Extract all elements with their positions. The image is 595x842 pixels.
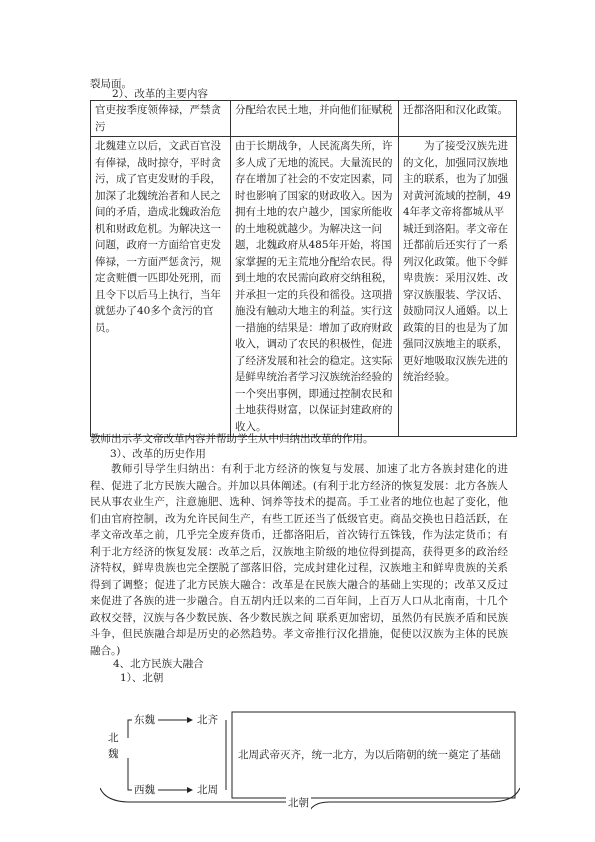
header-capital: 迁都洛阳和汉化政策。 xyxy=(399,101,517,137)
northern-dynasties-subtitle: 1）、北朝 xyxy=(120,672,164,684)
bracket-bottom xyxy=(128,758,132,790)
detail-salary: 北魏建立以后，文武百官没有俸禄，战时掠夺，平时贪污，成了官吏发财的手段，加深了北魏统治者和人民之间的矛盾，造成北魏政治危机和财政危机。为解决这一问题，政府一方面给官吏发俸禄，一方面严惩贪污，规定贪赃價一匹即处死刑，而且令下以后马上执行，当年就惩办了40多个贪污的官员。 xyxy=(91,137,231,437)
section-4-title: 4、北方民族大融合 xyxy=(113,658,204,670)
diagram-north-qi: 北齐 xyxy=(197,714,218,726)
detail-capital: 为了接受汉族先进的文化，加强同汉族地主的联系，也为了加强对黄河流域的控制，494年孝文帝将都城从平城迁到洛阳。孝文帝在迁都前后还实行了一系列汉化政策。他下令鲜卑贵族：采用汉姓、改穿汉族服装、学汉话、鼓励同汉人通婚。以上政策的目的也是为了加强同汉族地主的联系，更好地吸取汉族先进的统治经验。 xyxy=(399,137,517,437)
diagram-west-wei: 西魏 xyxy=(134,784,155,796)
diagram-root-north-wei: 北魏 xyxy=(108,732,119,760)
reform-content-table xyxy=(90,100,517,437)
diagram-brace-label: 北朝 xyxy=(288,797,309,809)
bracket-top xyxy=(128,720,132,738)
header-salary: 官吏按季度领俸禄，严禁贪污 xyxy=(91,101,231,137)
table-header-row xyxy=(91,101,517,137)
diagram-north-zhou: 北周 xyxy=(197,784,218,796)
diagram-east-wei: 东魏 xyxy=(134,714,155,726)
intro-tail: 裂局面。 xyxy=(90,78,132,90)
detail-land: 由于长期战争，人民流离失所，许多人成了无地的流民。大量流民的存在增加了社会的不安定因素，同时也影响了国家的财政收入。因为拥有土地的农户越少，国家所能收的土地税就越少。为解决这一问题，北魏政府从485年开始，将国家掌握的无主荒地分配给农民。得到土地的农民需向政府交纳租税，并承担一定的兵役和徭役。这项措施没有触动大地主的利益。实行这一措施的结果是：增加了政府财政收入，调动了农民的积极性，促进了经济发展和社会的稳定。这实际是鲜卑统治者学习汉族统治经验的一个突出事例，即通过控制农民和土地获得财富，以保证封建政府的收入。 xyxy=(231,137,399,437)
diagram-summary: 北周武帝灭齐，统一北方，为以后隋朝的统一奠定了基础 xyxy=(238,749,501,761)
section-2-title: 2）、改革的主要内容 xyxy=(112,88,208,100)
section-3-body: 教师引导学生归纳出：有利于北方经济的恢复与发展、加速了北方各族封建化的进程、促进了北方民族大融合。并加以具体阐述。(有利于北方经济的恢复发展：北方各族人民从事农业生产，注意施肥、选种、饲养等技术的提高。手工业者的地位也起了变化，他们由官府控制，改为允许民间生产，有些工匠还当了低级官吏。商品交换也日趋活跃，在孝文帝改革之前，几乎完全废弃货币，迁都洛阳后，首次铸行五铢钱，作为法定货币；有利于北方经济的恢复发展：改革之后，汉族地主阶级的地位得到提高，获得更多的政治经济特权，鲜卑贵族也完全摆脱了部落旧俗，完成封建化过程，汉族地主和鲜卑贵族的关系得到了调整；促进了北方民族大融合：改革是在民族大融合的基础上实现的；改革又反过来促进了各族的进一步融合。自五胡内迁以来的二百年间，上百万人口从北南南，十几个政权交替，汉族与各少数民族、各少数民族之间 联系更加密切，虽然仍有民族矛盾和民族斗争，但民族融合却是历史的必然趋势。孝文帝推行汉化措施，促使以汉族为主体的民族融合。) xyxy=(90,463,508,657)
table-detail-row xyxy=(91,137,517,437)
teacher-note: 教师出示孝文帝改革内容并帮助学生从中归纳出改革的作用。 xyxy=(90,433,374,445)
section-3-title: 3）、改革的历史作用 xyxy=(110,448,206,460)
dynasty-diagram xyxy=(100,710,520,810)
header-land: 分配给农民土地，并向他们征赋税 xyxy=(231,101,399,137)
